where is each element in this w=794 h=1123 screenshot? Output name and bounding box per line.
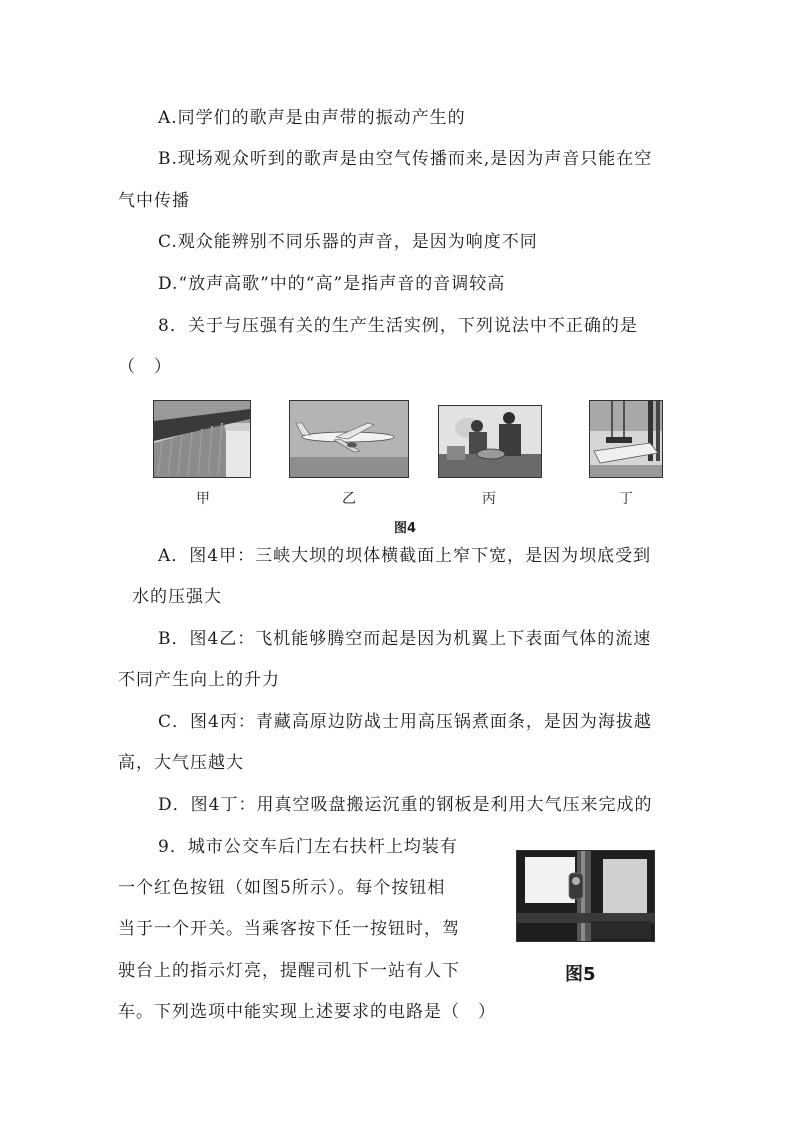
figure4-caption-bing: 丙 xyxy=(482,491,496,507)
q8-option-a-line2: 水的压强大 xyxy=(132,587,222,607)
q7-option-d: D.“放声高歌”中的“高”是指声音的音调较高 xyxy=(158,274,506,294)
q8-stem-line1: 8．关于与压强有关的生产生活实例，下列说法中不正确的是 xyxy=(158,316,638,336)
figure4-caption-jia: 甲 xyxy=(196,491,210,507)
figure4-photo-suction-cup-crane xyxy=(589,400,663,478)
q8-option-c-line2: 高，大气压越大 xyxy=(118,753,244,773)
figure5-photo-bus-button xyxy=(516,850,655,942)
q8-option-c-line1: C．图4丙：青藏高原边防战士用高压锅煮面条，是因为海拔越 xyxy=(158,712,652,732)
figure4-photo-soldiers-cooking xyxy=(438,405,542,478)
figure4-caption-yi: 乙 xyxy=(342,491,356,507)
q7-option-b-line1: B.现场观众听到的歌声是由空气传播而来,是因为声音只能在空 xyxy=(158,149,653,169)
q7-option-c: C.观众能辨别不同乐器的声音，是因为响度不同 xyxy=(158,232,538,252)
q9-stem-line5: 车。下列选项中能实现上述要求的电路是（ ） xyxy=(118,1002,496,1022)
q8-option-d: D．图4丁：用真空吸盘搬运沉重的钢板是利用大气压来完成的 xyxy=(158,795,653,815)
q8-option-b-line1: B．图4乙：飞机能够腾空而起是因为机翼上下表面气体的流速 xyxy=(158,629,652,649)
q8-option-a-line1: A．图4甲：三峡大坝的坝体横截面上窄下宽，是因为坝底受到 xyxy=(158,546,652,566)
figure4-caption-ding: 丁 xyxy=(619,491,633,507)
q7-option-a: A.同学们的歌声是由声带的振动产生的 xyxy=(158,108,466,128)
q8-option-b-line2: 不同产生向上的升力 xyxy=(118,670,280,690)
q9-stem-line3: 当于一个开关。当乘客按下任一按钮时，驾 xyxy=(118,919,460,939)
q9-stem-line1: 9．城市公交车后门左右扶杆上均装有 xyxy=(158,837,458,857)
q7-option-b-line2: 气中传播 xyxy=(118,191,190,211)
q9-stem-line2: 一个红色按钮（如图5所示）。每个按钮相 xyxy=(118,878,446,898)
q9-stem-line4: 驶台上的指示灯亮，提醒司机下一站有人下 xyxy=(118,961,460,981)
figure4-photo-dam xyxy=(153,400,251,478)
figure4-title: 图4 xyxy=(394,521,417,536)
q8-stem-line2: （ ） xyxy=(118,357,172,377)
figure4-photo-airplane xyxy=(289,400,409,478)
figure5-title: 图5 xyxy=(565,964,596,985)
